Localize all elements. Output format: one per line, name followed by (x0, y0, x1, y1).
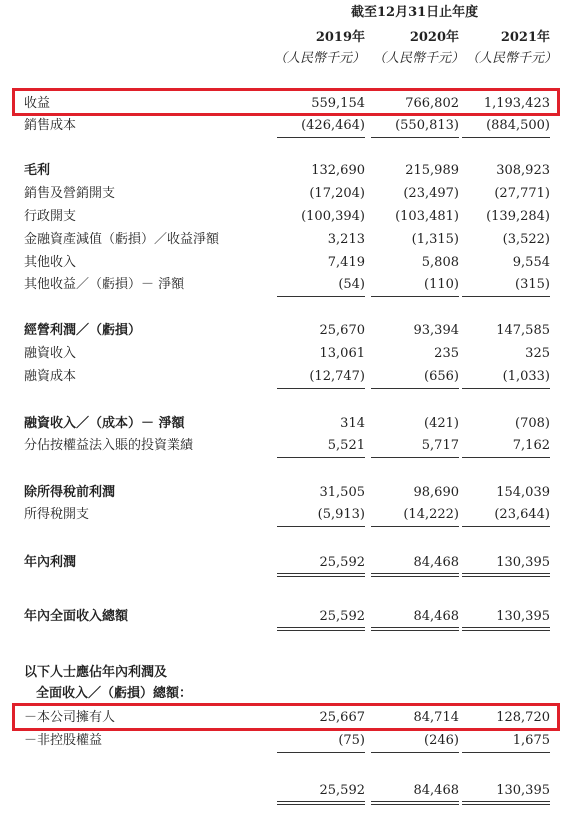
double-rule (462, 804, 550, 805)
value-net-finance-2020: (421) (424, 416, 459, 431)
value-net-finance-2019: 314 (340, 416, 365, 431)
double-rule (277, 801, 365, 802)
value-non-controlling-2021: 1,675 (512, 733, 550, 748)
year-header-2020: 2020年 (409, 30, 459, 45)
year-header-2021: 2021年 (500, 30, 550, 45)
value-non-controlling-2020: (246) (424, 733, 459, 748)
subtotal-rule (462, 137, 550, 138)
double-rule (462, 801, 550, 802)
row-label-net-finance: 融資收入／（成本）－ 淨額 (24, 416, 185, 431)
value-admin-expenses-2019: (100,394) (301, 209, 365, 224)
double-rule (277, 573, 365, 574)
value-other-income-2019: 7,419 (327, 255, 365, 270)
row-label-cost-of-sales: 銷售成本 (24, 118, 77, 133)
value-operating-profit-2020: 93,394 (413, 323, 459, 338)
row-label-finance-income: 融資收入 (24, 346, 77, 361)
row-label-profit-before-tax: 除所得稅前利潤 (24, 485, 116, 500)
row-label-finance-costs: 融資成本 (24, 369, 77, 384)
subtotal-rule (277, 296, 365, 297)
value-other-gains-2021: (315) (515, 277, 550, 292)
double-rule (277, 804, 365, 805)
subtotal-rule (277, 752, 365, 753)
row-label-equity-method: 分佔按權益法入賬的投資業績 (24, 438, 194, 453)
value-profit-for-year-2020: 84,468 (413, 555, 459, 570)
value-selling-expenses-2019: (17,204) (309, 186, 365, 201)
value-total-comprehensive-income-2021: 130,395 (496, 609, 550, 624)
double-rule (277, 576, 365, 577)
double-rule (277, 627, 365, 628)
value-admin-expenses-2020: (103,481) (395, 209, 459, 224)
unit-header-2019: （人民幣千元） (274, 51, 366, 66)
value-owners-2021: 128,720 (496, 710, 550, 725)
row-label-other-gains: 其他收益／（虧損）－ 淨額 (24, 277, 185, 292)
value-attribution-total-2019: 25,592 (319, 783, 365, 798)
subtotal-rule (462, 526, 550, 527)
subtotal-rule (277, 457, 365, 458)
value-non-controlling-2019: (75) (338, 733, 365, 748)
subtotal-rule (371, 526, 459, 527)
subtotal-rule (371, 457, 459, 458)
value-gross-profit-2021: 308,923 (496, 163, 550, 178)
value-finance-costs-2020: (656) (424, 369, 459, 384)
double-rule (371, 576, 459, 577)
value-finance-income-2021: 325 (525, 346, 550, 361)
value-revenue-2019: 559,154 (311, 96, 365, 111)
subtotal-rule (277, 526, 365, 527)
row-label-gross-profit: 毛利 (24, 163, 51, 178)
double-rule (371, 573, 459, 574)
value-other-income-2020: 5,808 (421, 255, 459, 270)
row-label-profit-for-year: 年內利潤 (24, 555, 77, 570)
value-gross-profit-2019: 132,690 (311, 163, 365, 178)
subtotal-rule (462, 296, 550, 297)
row-label-operating-profit: 經營利潤／（虧損） (24, 323, 142, 338)
value-attribution-total-2020: 84,468 (413, 783, 459, 798)
attribution-heading-line1: 以下人士應佔年內利潤及 (24, 665, 168, 680)
value-selling-expenses-2021: (27,771) (494, 186, 550, 201)
value-owners-2020: 84,714 (413, 710, 459, 725)
period-title: 截至12月31日止年度 (351, 5, 479, 20)
double-rule (462, 630, 550, 631)
value-gross-profit-2020: 215,989 (405, 163, 459, 178)
value-total-comprehensive-income-2019: 25,592 (319, 609, 365, 624)
value-finance-costs-2021: (1,033) (502, 369, 550, 384)
value-impairment-2021: (3,522) (502, 232, 550, 247)
subtotal-rule (462, 457, 550, 458)
double-rule (371, 630, 459, 631)
subtotal-rule (462, 388, 550, 389)
value-income-tax-2019: (5,913) (317, 507, 365, 522)
subtotal-rule (277, 388, 365, 389)
value-cost-of-sales-2020: (550,813) (395, 118, 459, 133)
year-header-2019: 2019年 (315, 30, 365, 45)
value-income-tax-2020: (14,222) (403, 507, 459, 522)
value-cost-of-sales-2021: (884,500) (486, 118, 550, 133)
value-finance-income-2020: 235 (434, 346, 459, 361)
subtotal-rule (371, 137, 459, 138)
row-label-other-income: 其他收入 (24, 255, 77, 270)
value-attribution-total-2021: 130,395 (496, 783, 550, 798)
value-profit-before-tax-2021: 154,039 (496, 485, 550, 500)
subtotal-rule (371, 752, 459, 753)
row-label-owners: －本公司擁有人 (24, 710, 116, 725)
value-profit-for-year-2021: 130,395 (496, 555, 550, 570)
subtotal-rule (462, 752, 550, 753)
subtotal-rule (371, 388, 459, 389)
double-rule (371, 804, 459, 805)
row-label-admin-expenses: 行政開支 (24, 209, 77, 224)
row-label-selling-expenses: 銷售及營銷開支 (24, 186, 116, 201)
value-profit-before-tax-2020: 98,690 (413, 485, 459, 500)
double-rule (371, 627, 459, 628)
value-owners-2019: 25,667 (319, 710, 365, 725)
unit-header-2020: （人民幣千元） (373, 51, 465, 66)
double-rule (462, 576, 550, 577)
value-operating-profit-2019: 25,670 (319, 323, 365, 338)
double-rule (371, 801, 459, 802)
double-rule (277, 630, 365, 631)
row-label-income-tax: 所得稅開支 (24, 507, 90, 522)
value-cost-of-sales-2019: (426,464) (301, 118, 365, 133)
double-rule (462, 627, 550, 628)
value-total-comprehensive-income-2020: 84,468 (413, 609, 459, 624)
value-net-finance-2021: (708) (515, 416, 550, 431)
row-label-revenue: 收益 (24, 96, 51, 111)
row-label-total-comprehensive-income: 年內全面收入總額 (24, 609, 129, 624)
value-other-gains-2019: (54) (338, 277, 365, 292)
value-other-gains-2020: (110) (424, 277, 459, 292)
value-equity-method-2021: 7,162 (512, 438, 550, 453)
unit-header-2021: （人民幣千元） (466, 51, 558, 66)
value-equity-method-2020: 5,717 (421, 438, 459, 453)
value-revenue-2020: 766,802 (405, 96, 459, 111)
subtotal-rule (371, 296, 459, 297)
value-admin-expenses-2021: (139,284) (486, 209, 550, 224)
attribution-heading-line2: 全面收入／（虧損）總額： (36, 686, 193, 701)
value-finance-costs-2019: (12,747) (309, 369, 365, 384)
value-finance-income-2019: 13,061 (319, 346, 365, 361)
value-equity-method-2019: 5,521 (327, 438, 365, 453)
row-label-non-controlling: －非控股權益 (24, 733, 103, 748)
value-selling-expenses-2020: (23,497) (403, 186, 459, 201)
value-impairment-2019: 3,213 (327, 232, 365, 247)
value-profit-before-tax-2019: 31,505 (319, 485, 365, 500)
value-revenue-2021: 1,193,423 (483, 96, 550, 111)
value-other-income-2021: 9,554 (512, 255, 550, 270)
value-impairment-2020: (1,315) (411, 232, 459, 247)
double-rule (462, 573, 550, 574)
row-label-impairment: 金融資產減值（虧損）／收益淨額 (24, 232, 220, 247)
subtotal-rule (277, 137, 365, 138)
value-operating-profit-2021: 147,585 (496, 323, 550, 338)
value-profit-for-year-2019: 25,592 (319, 555, 365, 570)
value-income-tax-2021: (23,644) (494, 507, 550, 522)
